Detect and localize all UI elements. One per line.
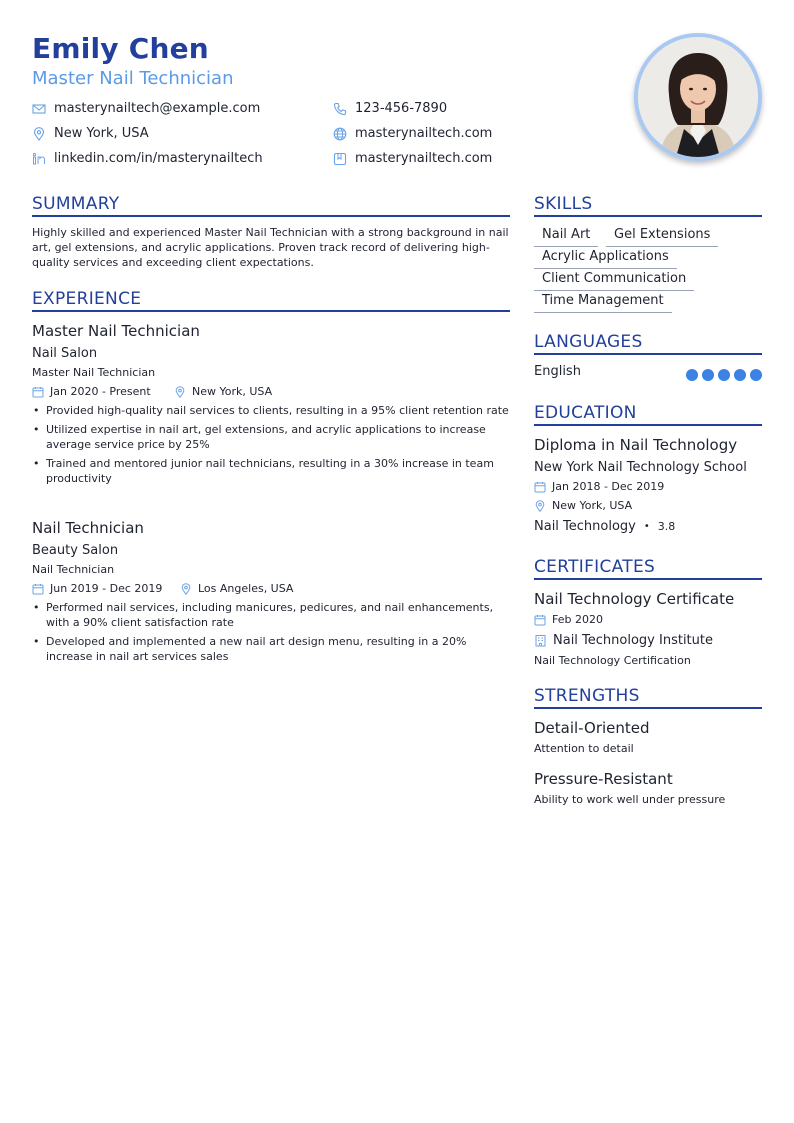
job-company: Nail Salon <box>32 346 98 361</box>
level-dot <box>750 369 762 381</box>
certificates-heading: CERTIFICATES <box>534 557 656 577</box>
location-pin-icon <box>174 386 186 398</box>
skills-divider <box>534 215 762 217</box>
education-dates <box>534 480 664 493</box>
job-role: Master Nail Technician <box>32 366 156 379</box>
profile-photo <box>634 33 762 161</box>
job-location-text: Los Angeles, USA <box>198 582 294 595</box>
level-dot <box>734 369 746 381</box>
job-company: Beauty Salon <box>32 543 119 558</box>
education-location <box>534 499 632 512</box>
languages-divider <box>534 353 762 355</box>
strengths-divider <box>534 707 762 709</box>
skill-tag: Gel Extensions <box>606 226 718 247</box>
contact-location <box>32 126 149 141</box>
contact-phone[interactable] <box>333 101 447 116</box>
calendar-icon <box>32 583 44 595</box>
experience-divider <box>32 310 510 312</box>
certificate-date-text: Feb 2020 <box>552 613 603 626</box>
location-text: New York, USA <box>54 126 149 141</box>
job-location <box>180 582 293 595</box>
skill-tag: Acrylic Applications <box>534 248 677 269</box>
education-dates-text: Jan 2018 - Dec 2019 <box>552 480 665 493</box>
certificate-institution-text: Nail Technology Institute <box>553 633 713 648</box>
skill-tag: Time Management <box>534 292 672 313</box>
job-dates-text: Jan 2020 - Present <box>50 385 151 398</box>
job-dates-text: Jun 2019 - Dec 2019 <box>50 582 163 595</box>
language-name: English <box>534 364 581 379</box>
strength-title: Detail-Oriented <box>534 719 650 737</box>
education-field: Nail Technology <box>534 519 636 534</box>
level-dot <box>718 369 730 381</box>
strengths-heading: STRENGTHS <box>534 686 640 706</box>
calendar-icon <box>534 481 546 493</box>
level-dot <box>686 369 698 381</box>
list-item: • Performed nail services, including manicures, pedicures, and nail enhancements, with a 90% client satisfaction rate <box>32 600 510 630</box>
language-level-dots <box>686 369 766 381</box>
job-title: Nail Technician <box>32 519 144 537</box>
candidate-name: Emily Chen <box>32 32 209 65</box>
education-degree: Diploma in Nail Technology <box>534 436 738 454</box>
contact-portfolio[interactable] <box>333 151 492 166</box>
summary-heading: SUMMARY <box>32 194 120 214</box>
contact-linkedin[interactable] <box>32 151 263 166</box>
summary-text: Highly skilled and experienced Master Nail Technician with a strong background in nail art, gel extensions, and acrylic applications. Proven track record of delivering high-quality services and exceeding client expectations. <box>32 226 509 269</box>
bullet-separator: • <box>643 521 650 532</box>
contact-website[interactable] <box>333 126 492 141</box>
list-item: • Provided high-quality nail services to clients, resulting in a 95% client retention rate <box>32 403 510 418</box>
languages-heading: LANGUAGES <box>534 332 643 352</box>
location-pin-icon <box>534 500 546 512</box>
skill-tag: Nail Art <box>534 226 598 247</box>
job-role: Nail Technician <box>32 563 115 576</box>
strength-title: Pressure-Resistant <box>534 770 673 788</box>
strength-description: Ability to work well under pressure <box>534 793 726 806</box>
job-location <box>174 385 272 398</box>
phone-text: 123-456-7890 <box>355 101 448 116</box>
job-dates <box>32 582 162 595</box>
certificate-date <box>534 613 603 626</box>
certificate-institution <box>534 633 713 648</box>
location-pin-icon <box>32 127 46 141</box>
mail-icon <box>32 102 46 116</box>
location-pin-icon <box>180 583 192 595</box>
skill-tag: Client Communication <box>534 270 694 291</box>
strength-description: Attention to detail <box>534 742 634 755</box>
contact-email[interactable] <box>32 101 260 116</box>
experience-heading: EXPERIENCE <box>32 289 142 309</box>
calendar-icon <box>32 386 44 398</box>
level-dot <box>702 369 714 381</box>
certificates-divider <box>534 578 762 580</box>
education-location-text: New York, USA <box>552 499 633 512</box>
education-gpa: 3.8 <box>657 520 676 533</box>
job-dates <box>32 385 151 398</box>
summary-divider <box>32 215 510 217</box>
skills-heading: SKILLS <box>534 194 593 214</box>
building-icon <box>534 634 547 647</box>
list-item: • Utilized expertise in nail art, gel extensions, and acrylic applications to increase average service price by 25% <box>32 422 510 452</box>
linkedin-icon <box>32 152 46 166</box>
education-divider <box>534 424 762 426</box>
job-title: Master Nail Technician <box>32 322 200 340</box>
education-field-row <box>534 519 675 534</box>
linkedin-text: linkedin.com/in/masterynailtech <box>54 151 263 166</box>
certificate-title: Nail Technology Certificate <box>534 590 735 608</box>
bookmark-icon <box>333 152 347 166</box>
job-bullets <box>32 403 510 490</box>
profile-portrait-illustration <box>638 37 758 157</box>
education-heading: EDUCATION <box>534 403 637 423</box>
list-item: • Developed and implemented a new nail art design menu, resulting in a 20% increase in nail art services sales <box>32 634 510 664</box>
phone-icon <box>333 102 347 116</box>
globe-icon <box>333 127 347 141</box>
job-bullets <box>32 600 510 668</box>
job-location-text: New York, USA <box>192 385 273 398</box>
list-item: • Trained and mentored junior nail technicians, resulting in a 30% increase in team productivity <box>32 456 510 486</box>
calendar-icon <box>534 614 546 626</box>
education-school: New York Nail Technology School <box>534 460 747 475</box>
certificate-description: Nail Technology Certification <box>534 654 691 667</box>
portfolio-text: masterynailtech.com <box>355 151 493 166</box>
email-text: masterynailtech@example.com <box>54 101 261 116</box>
candidate-title: Master Nail Technician <box>32 68 234 89</box>
website-text: masterynailtech.com <box>355 126 493 141</box>
